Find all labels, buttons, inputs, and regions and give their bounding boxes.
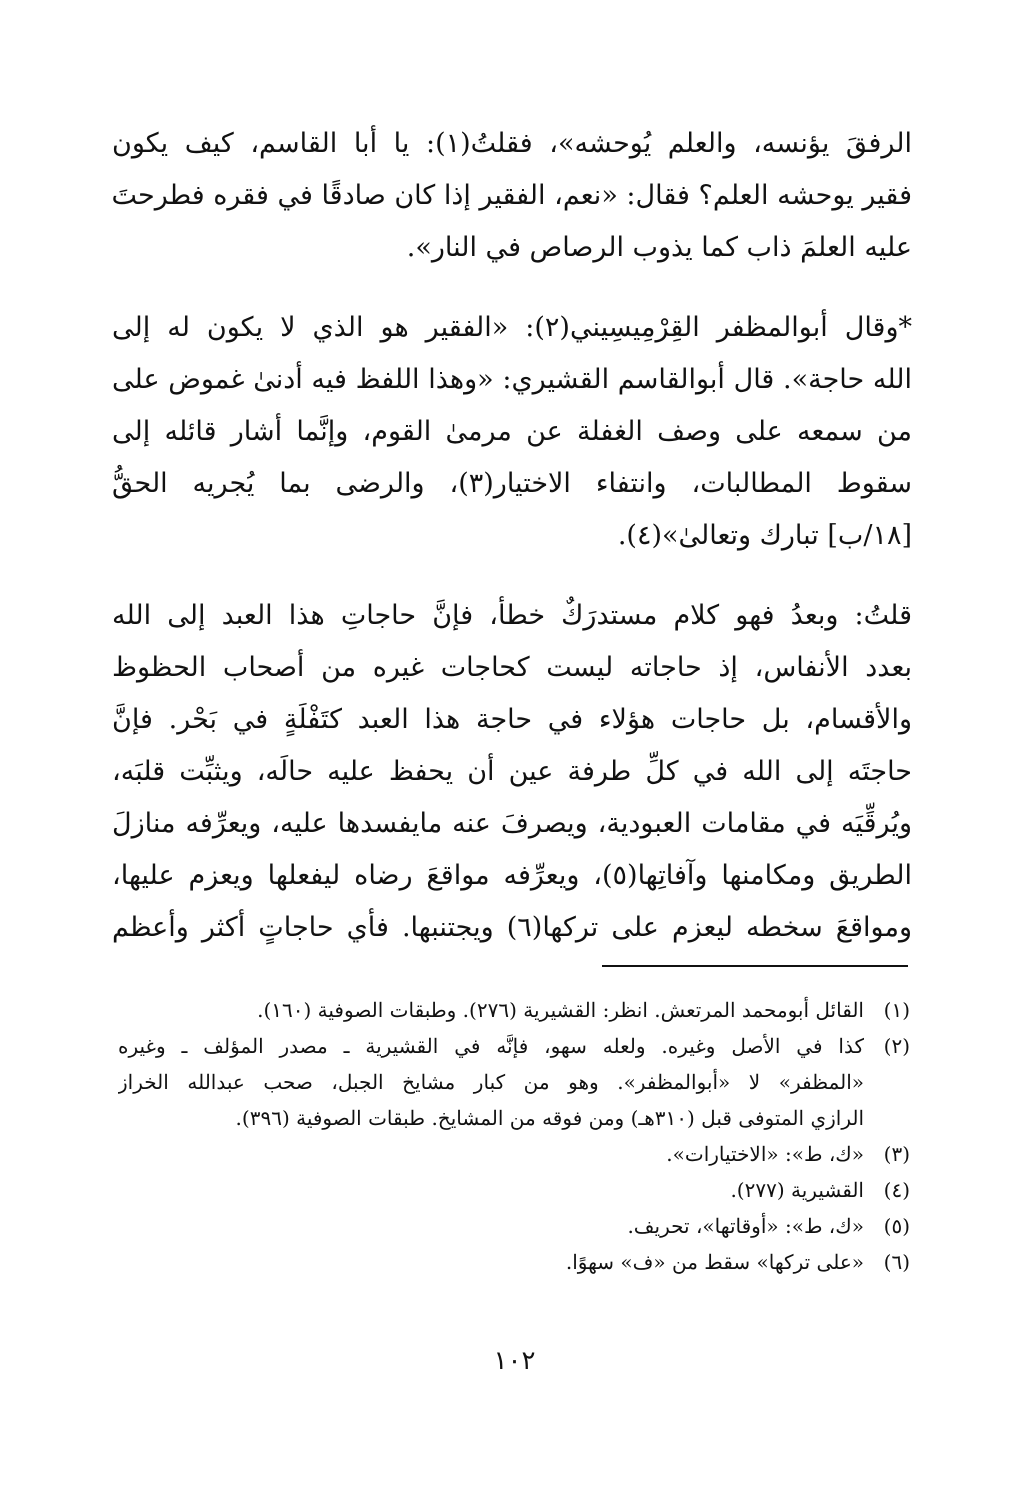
footnote-number: (٢) xyxy=(883,1034,910,1058)
footnote-number: (٥) xyxy=(883,1214,910,1238)
text-line: قلتُ: وبعدُ فهو كلام مستدرَكٌ خطأ، فإنَّ حاجاتِ هذا العبد إلى الله xyxy=(112,600,912,631)
footnote-text: «المظفر» لا «أبوالمظفر». وهو من كبار مشايخ الجبل، صحب عبدالله الخراز xyxy=(118,1070,864,1094)
paragraph-3 xyxy=(112,590,912,954)
footnote-text: القشيرية (٢٧٧). xyxy=(730,1178,864,1202)
text-line: فقير يوحشه العلم؟ فقال: «نعم، الفقير إذا كان صادقًا في فقره فطرحتَ xyxy=(112,180,912,211)
text-line: بعدد الأنفاس، إذ حاجاته ليست كحاجات غيره من أصحاب الحظوظ xyxy=(112,652,912,683)
footnote-text: «ك، ط»: «الاختيارات». xyxy=(666,1142,864,1166)
footnote-text: «ك، ط»: «أوقاتها»، تحريف. xyxy=(627,1214,864,1238)
footnote-text: القائل أبومحمد المرتعش. انظر: القشيرية (٢٧٦). وطبقات الصوفية (١٦٠). xyxy=(257,998,864,1022)
footnote-number: (١) xyxy=(883,998,910,1022)
footnote-text: «على تركها» سقط من «ف» سهوًا. xyxy=(565,1250,864,1274)
text-line: الله حاجة». قال أبوالقاسم القشيري: «وهذا اللفظ فيه أدنىٰ غموض على xyxy=(112,364,912,395)
paragraph-2 xyxy=(112,302,912,562)
text-line: الطريق ومكامنها وآفاتِها(٥)، ويعرِّفه مواقعَ رضاه ليفعلها ويعزم عليها، xyxy=(112,860,912,891)
footnote-number: (٣) xyxy=(883,1142,910,1166)
text-line: الرفقَ يؤنسه، والعلم يُوحشه»، فقلتُ(١): يا أبا القاسم، كيف يكون xyxy=(112,128,912,159)
footnote-3 xyxy=(118,1136,910,1172)
footnote-4 xyxy=(118,1172,910,1208)
text-line: حاجتَه إلى الله في كلِّ طرفة عين أن يحفظ عليه حالَه، ويثبِّت قلبَه، xyxy=(112,756,912,787)
footnote-1 xyxy=(118,992,910,1028)
text-line: [١٨/ب] تبارك وتعالىٰ»(٤). xyxy=(617,520,912,551)
footnote-5 xyxy=(118,1208,910,1244)
footnote-text: الرازي المتوفى قبل (٣١٠هـ) ومن فوقه من المشايخ. طبقات الصوفية (٣٩٦). xyxy=(235,1106,864,1130)
paragraph-1 xyxy=(112,118,912,274)
text-line: *وقال أبوالمظفر القِرْمِيسِيني(٢): «الفقير هو الذي لا يكون له إلى xyxy=(112,312,912,343)
text-line: عليه العلمَ ذاب كما يذوب الرصاص في النار». xyxy=(406,232,912,263)
footnote-6 xyxy=(118,1244,910,1280)
text-line: من سمعه على وصف الغفلة عن مرمىٰ القوم، وإنَّما أشار قائله إلى xyxy=(112,416,912,447)
text-line: ويُرقِّيَه في مقامات العبودية، ويصرفَ عنه مايفسدها عليه، ويعرِّفه منازلَ xyxy=(112,808,912,839)
footnote-separator xyxy=(602,965,908,967)
page-number: ١٠٢ xyxy=(493,1346,536,1376)
text-line: ومواقعَ سخطه ليعزم على تركها(٦) ويجتنبها. فأي حاجاتٍ أكثر وأعظم xyxy=(112,912,912,943)
text-line: سقوط المطالبات، وانتفاء الاختيار(٣)، والرضى بما يُجريه الحقُّ xyxy=(112,468,912,499)
footnote-number: (٤) xyxy=(883,1178,910,1202)
footnote-text: كذا في الأصل وغيره. ولعله سهو، فإنَّه في القشيرية ـ مصدر المؤلف ـ وغيره xyxy=(118,1034,864,1058)
text-line: والأقسام، بل حاجات هؤلاء في حاجة هذا العبد كتَفْلَةٍ في بَحْر. فإنَّ xyxy=(112,704,912,735)
footnote-number: (٦) xyxy=(883,1250,910,1274)
footnotes xyxy=(118,992,910,1280)
main-text xyxy=(112,118,912,954)
footnote-2 xyxy=(118,1028,910,1136)
